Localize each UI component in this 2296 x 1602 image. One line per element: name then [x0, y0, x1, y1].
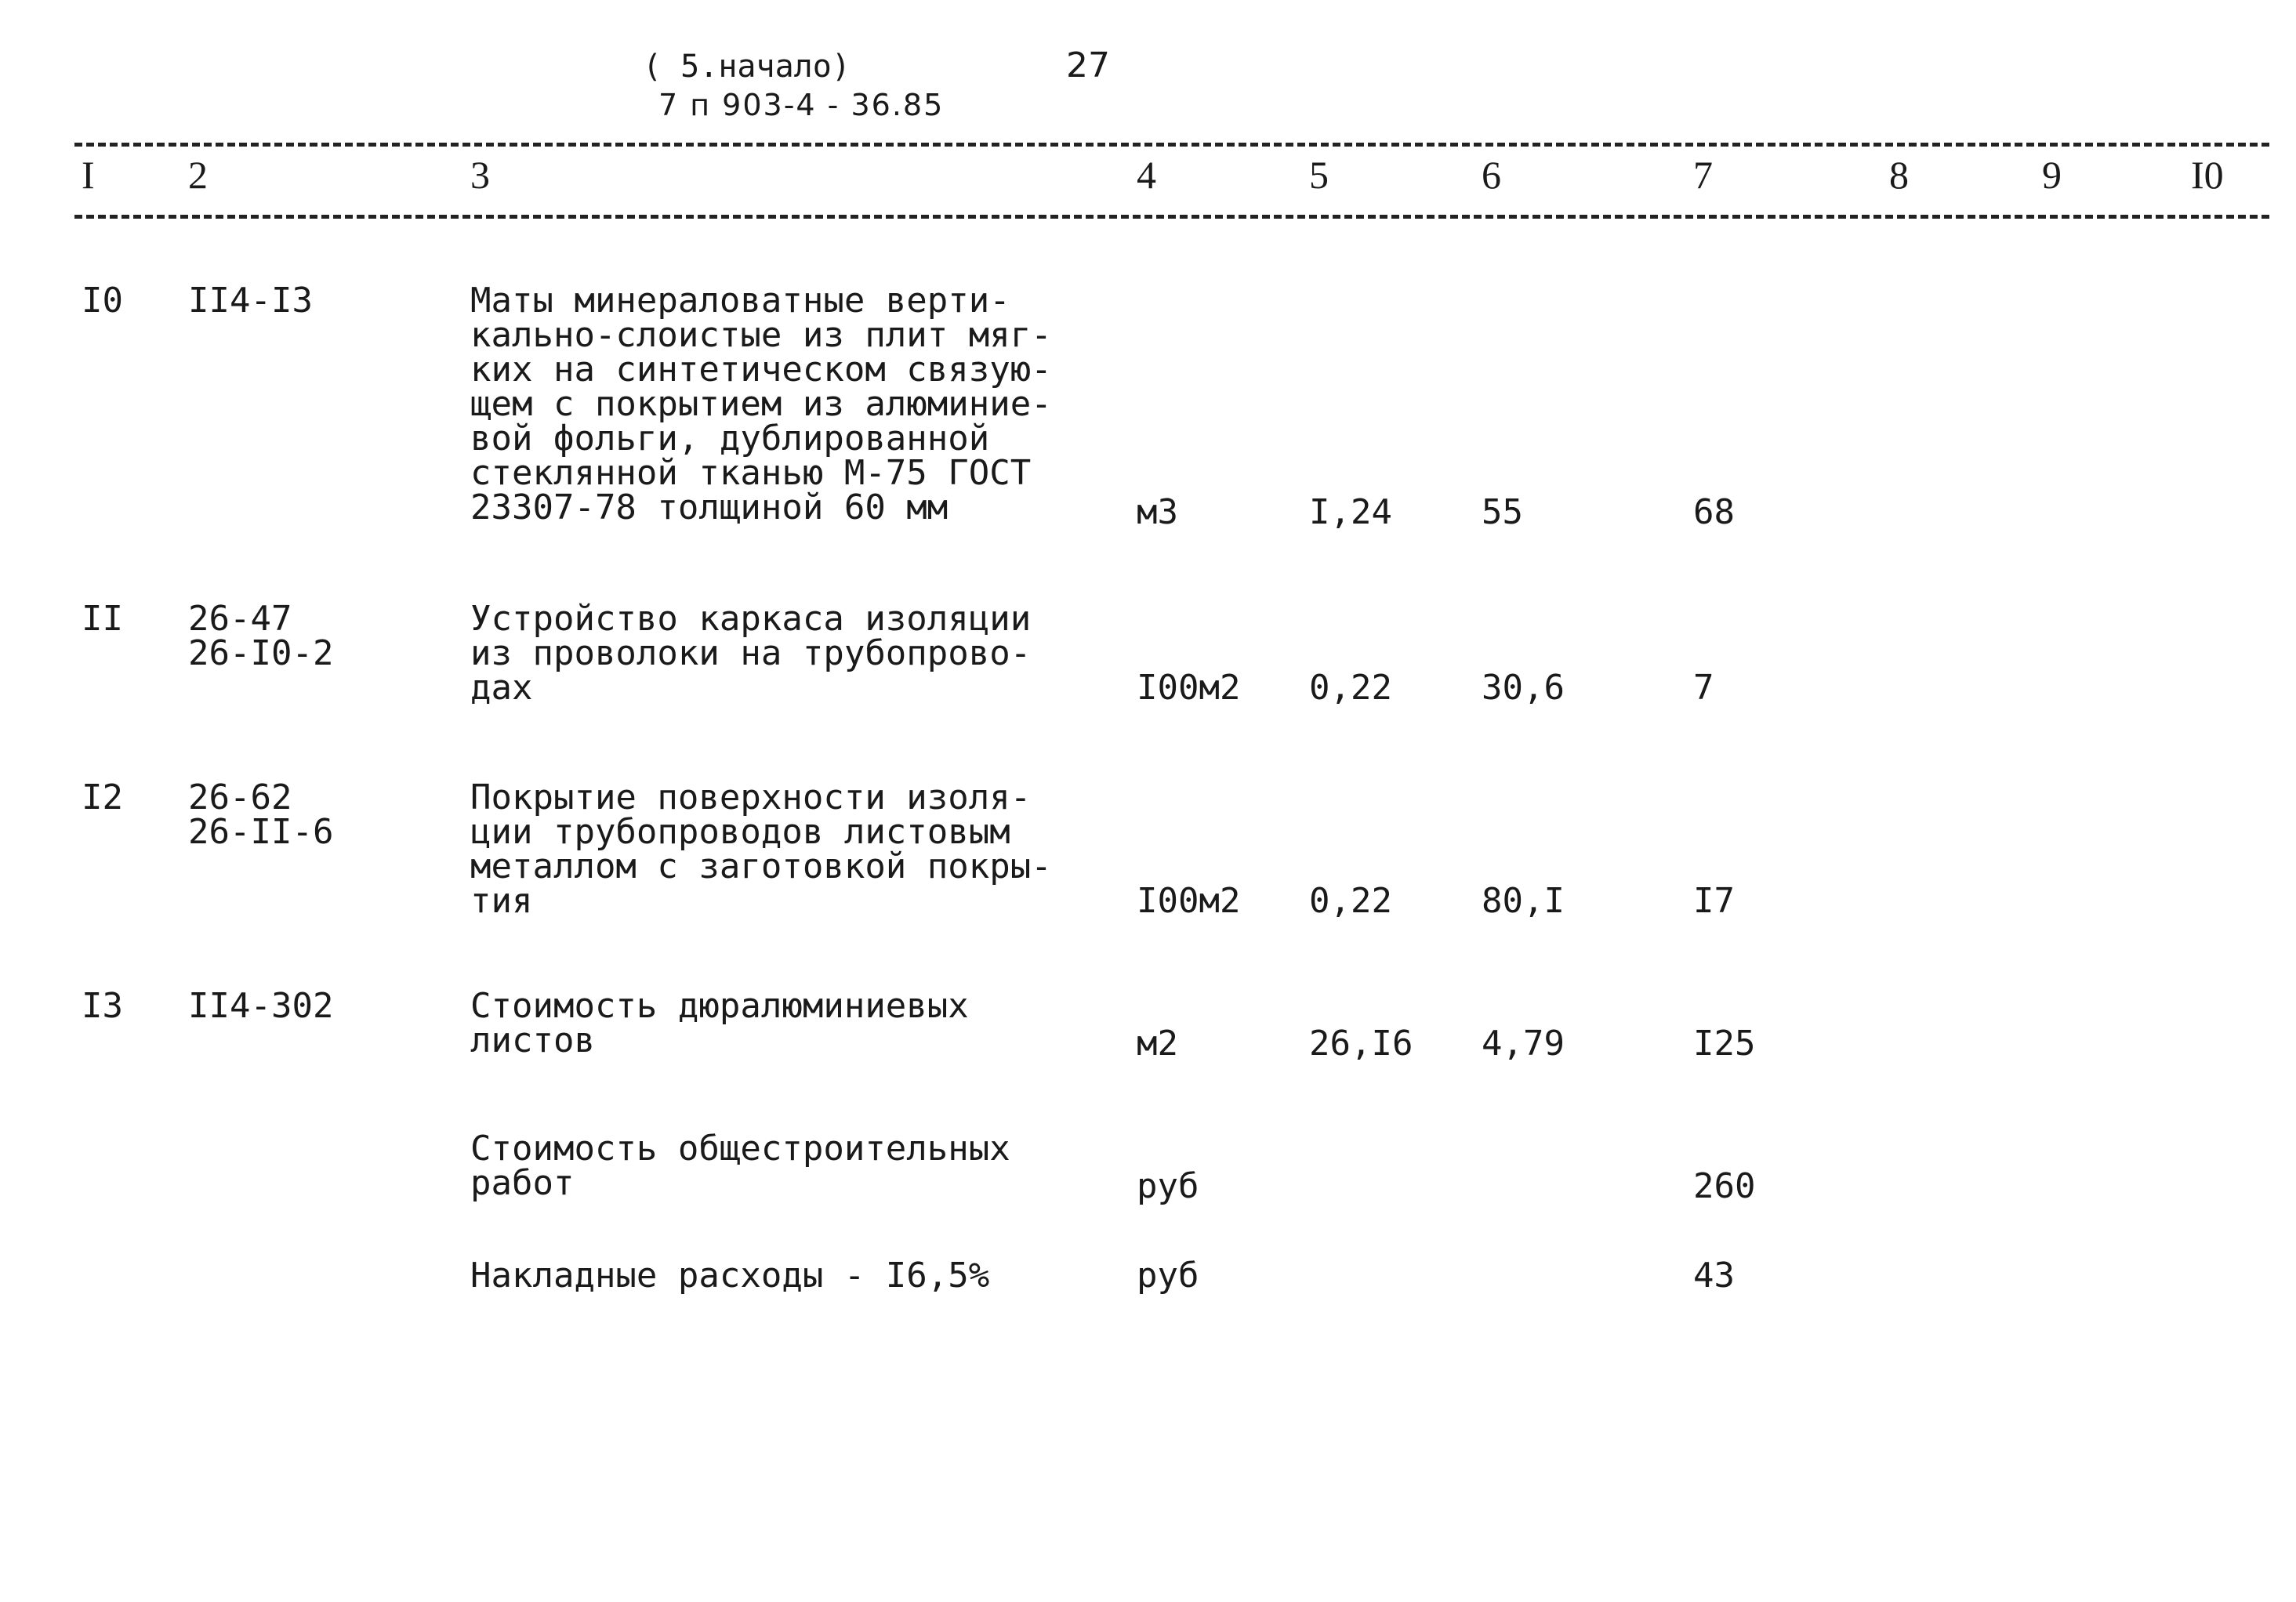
- section-note: ( 5.начало): [643, 49, 851, 85]
- column-header-6: 6: [1482, 153, 1501, 197]
- summary-total: 43: [1693, 1256, 1735, 1296]
- row-total: 7: [1693, 668, 1714, 708]
- row-total: 68: [1693, 492, 1735, 532]
- summary-unit: руб: [1137, 1256, 1199, 1296]
- header-bottom-rule: [74, 215, 2269, 219]
- column-header-2: 2: [188, 153, 208, 197]
- column-header-3: 3: [470, 153, 490, 197]
- column-header-4: 4: [1137, 153, 1156, 197]
- column-header-10: I0: [2191, 153, 2224, 197]
- row-price: 55: [1482, 492, 1523, 532]
- row-unit: м2: [1137, 1024, 1178, 1064]
- column-header-1: I: [82, 153, 95, 197]
- row-number: I2: [82, 777, 123, 817]
- row-unit: I00м2: [1137, 881, 1241, 921]
- row-description: Покрытие поверхности изоля- ции трубопроводов листовым металлом с заготовкой покры- тия: [470, 777, 1052, 921]
- row-number: I3: [82, 986, 123, 1026]
- row-quantity: 0,22: [1309, 881, 1392, 921]
- page-number: 27: [1066, 45, 1110, 85]
- row-quantity: 26,I6: [1309, 1024, 1413, 1064]
- summary-description: Накладные расходы - I6,5%: [470, 1256, 990, 1296]
- header-top-rule: [74, 143, 2269, 147]
- row-code: II4-302: [188, 986, 334, 1026]
- row-description: Маты минераловатные верти- кально-слоистые из плит мяг- ких на синтетическом связую- щем с покрытием из алюминие- вой фольги, дублированной стеклянной тканью М-75 ГОСТ 23307-78 толщиной 60 мм: [470, 281, 1052, 527]
- row-price: 4,79: [1482, 1024, 1565, 1064]
- column-header-7: 7: [1693, 153, 1713, 197]
- row-number: II: [82, 599, 123, 639]
- row-code: 26-47 26-I0-2: [188, 599, 334, 673]
- row-description: Стоимость дюралюминиевых листов: [470, 986, 969, 1060]
- summary-description: Стоимость общестроительных работ: [470, 1129, 1010, 1203]
- column-header-9: 9: [2042, 153, 2062, 197]
- column-header-8: 8: [1889, 153, 1909, 197]
- row-total: I25: [1693, 1024, 1756, 1064]
- document-code: 7 п 903-4 - 36.85: [658, 88, 945, 122]
- row-unit: м3: [1137, 492, 1178, 532]
- summary-total: 260: [1693, 1166, 1756, 1206]
- column-header-5: 5: [1309, 153, 1329, 197]
- row-price: 80,I: [1482, 881, 1565, 921]
- row-quantity: I,24: [1309, 492, 1392, 532]
- row-description: Устройство каркаса изоляции из проволоки на трубопрово- дах: [470, 599, 1032, 708]
- row-price: 30,6: [1482, 668, 1565, 708]
- summary-unit: руб: [1137, 1166, 1199, 1206]
- row-unit: I00м2: [1137, 668, 1241, 708]
- row-code: II4-I3: [188, 281, 313, 321]
- row-number: I0: [82, 281, 123, 321]
- row-total: I7: [1693, 881, 1735, 921]
- row-code: 26-62 26-II-6: [188, 777, 334, 852]
- row-quantity: 0,22: [1309, 668, 1392, 708]
